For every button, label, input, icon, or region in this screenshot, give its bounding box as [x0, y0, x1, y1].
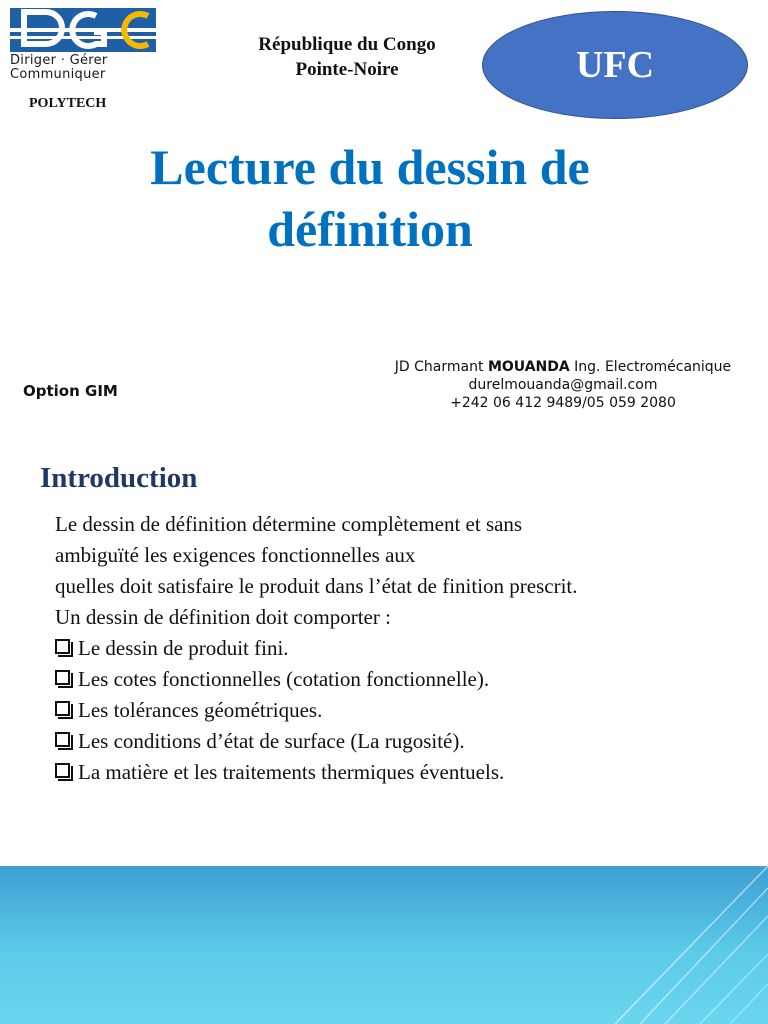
- city-name: Pointe-Noire: [295, 59, 399, 80]
- introduction-body: [55, 509, 755, 788]
- checkbox-bullet-icon: [55, 670, 70, 685]
- checkbox-bullet-icon: [55, 639, 70, 654]
- requirements-list: [55, 633, 755, 788]
- list-item: [55, 664, 755, 695]
- location-header: [222, 32, 472, 82]
- checkbox-bullet-icon: [55, 701, 70, 716]
- list-item-text: La matière et les traitements thermiques éventuels.: [78, 760, 505, 784]
- country-name: République du Congo: [258, 34, 436, 55]
- dgc-logo: [10, 8, 158, 82]
- author-line: [380, 358, 746, 376]
- list-item-text: Les conditions d’état de surface (La rugosité).: [78, 729, 465, 753]
- logo-tagline-2: Communiquer: [10, 67, 106, 82]
- author-prefix: JD Charmant: [394, 359, 484, 375]
- footer-decorative-lines: [0, 866, 768, 1024]
- author-role: Ing. Electromécanique: [574, 359, 732, 375]
- list-item-text: Les cotes fonctionnelles (cotation fonctionnelle).: [78, 667, 490, 691]
- intro-line: ambiguïté les exigences fonctionnelles aux: [55, 543, 416, 567]
- list-item-text: Les tolérances géométriques.: [78, 698, 323, 722]
- document-title: Lecture du dessin de définition: [150, 139, 590, 257]
- ufc-label: UFC: [575, 44, 655, 86]
- list-item: [55, 695, 755, 726]
- list-item-text: Le dessin de produit fini.: [78, 636, 289, 660]
- dgc-logo-mark: [10, 8, 156, 52]
- list-item: [55, 757, 755, 788]
- list-item: [55, 633, 755, 664]
- introduction-heading: Introduction: [40, 462, 198, 494]
- author-surname: MOUANDA: [487, 359, 570, 375]
- list-item: [55, 726, 755, 757]
- intro-line: quelles doit satisfaire le produit dans l’état de finition prescrit.: [55, 574, 578, 598]
- ufc-badge: [482, 11, 748, 119]
- footer-band: [0, 866, 768, 1024]
- option-label: Option GIM: [23, 382, 118, 400]
- school-name: POLYTECH: [29, 96, 107, 111]
- intro-line: Un dessin de définition doit comporter :: [55, 605, 391, 629]
- checkbox-bullet-icon: [55, 763, 70, 778]
- intro-line: Le dessin de définition détermine complètement et sans: [55, 512, 523, 536]
- author-phone: +242 06 412 9489/05 059 2080: [450, 395, 676, 411]
- author-block: [380, 358, 746, 412]
- author-email: durelmouanda@gmail.com: [468, 377, 658, 393]
- logo-tagline-1: Diriger · Gérer: [10, 53, 108, 68]
- checkbox-bullet-icon: [55, 732, 70, 747]
